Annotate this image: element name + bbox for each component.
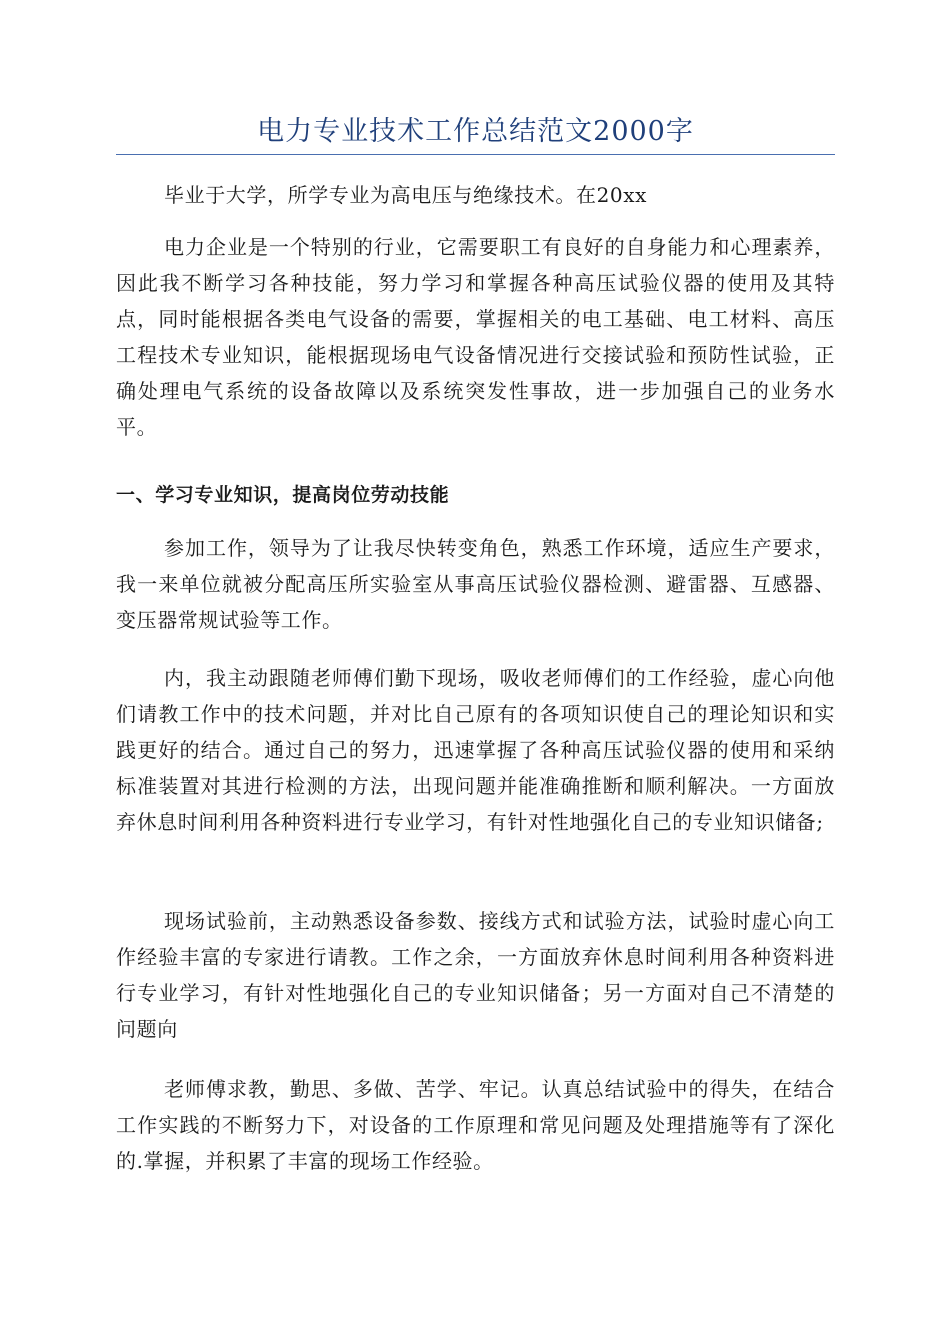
document-page	[116, 0, 835, 1344]
paragraph-learning: 内，我主动跟随老师傅们勤下现场，吸收老师傅们的工作经验，虚心向他们请教工作中的技术问题，并对比自己原有的各项知识使自己的理论知识和实践更好的结合。通过自己的努力，迅速掌握了各种高压试验仪器的使用和采纳标准装置对其进行检测的方法，出现问题并能准确推断和顺利解决。一方面放弃休息时间利用各种资料进行专业学习，有针对性地强化自己的专业知识储备;	[116, 666, 835, 834]
paragraph-industry: 电力企业是一个特别的行业，它需要职工有良好的自身能力和心理素养，因此我不断学习各种技能，努力学习和掌握各种高压试验仪器的使用及其特点，同时能根据各类电气设备的需要，掌握相关的电工基础、电工材料、高压工程技术专业知识，能根据现场电气设备情况进行交接试验和预防性试验，正确处理电气系统的设备故障以及系统突发性事故，进一步加强自己的业务水平。	[116, 235, 835, 439]
section-heading: 一、学习专业知识，提高岗位劳动技能	[116, 484, 450, 506]
paragraph-preparation: 现场试验前，主动熟悉设备参数、接线方式和试验方法，试验时虚心向工作经验丰富的专家进行请教。工作之余，一方面放弃休息时间利用各种资料进行专业学习，有针对性地强化自己的专业知识储备；另一方面对自己不清楚的问题向	[116, 909, 835, 1041]
paragraph-experience: 老师傅求教，勤思、多做、苦学、牢记。认真总结试验中的得失，在结合工作实践的不断努力下，对设备的工作原理和常见问题及处理措施等有了深化的.掌握，并积累了丰富的现场工作经验。	[116, 1077, 835, 1173]
document-title: 电力专业技术工作总结范文2000字	[257, 116, 694, 147]
title-underline	[116, 154, 835, 155]
paragraph-intro: 毕业于大学，所学专业为高电压与绝缘技术。在20xx	[164, 183, 648, 207]
paragraph-assignment: 参加工作，领导为了让我尽快转变角色，熟悉工作环境，适应生产要求，我一来单位就被分配高压所实验室从事高压试验仪器检测、避雷器、互感器、变压器常规试验等工作。	[116, 536, 835, 632]
